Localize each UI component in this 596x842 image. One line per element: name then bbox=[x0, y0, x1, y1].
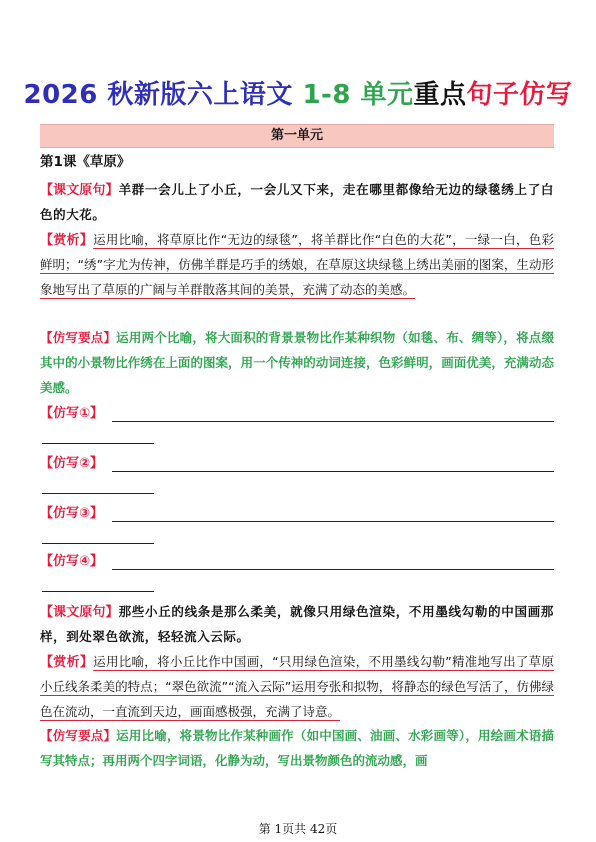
tips-2 bbox=[40, 724, 554, 772]
practice-label: 【仿写①】 bbox=[40, 406, 104, 421]
original-text: 羊群一会儿上了小丘，一会儿又下来，走在哪里都像给无边的绿毯绣上了白色的大花。 bbox=[40, 182, 554, 222]
answer-line[interactable] bbox=[42, 493, 154, 494]
analysis-2 bbox=[40, 650, 554, 725]
analysis-text: 运用比喻，将小丘比作中国画，“只用绿色渲染，不用墨线勾勒”精准地写出了草原小丘线条柔美的特点；“翠色欲流”“流入云际”运用夸张和拟物，将静态的绿色写活了，仿佛绿色在流动，一直流到天边，画面感极强，充满了诗意。 bbox=[40, 654, 554, 719]
practice-3[interactable] bbox=[40, 504, 554, 544]
analysis-1 bbox=[40, 228, 554, 303]
original-sentence-2 bbox=[40, 600, 554, 650]
tips-label: 【仿写要点】 bbox=[40, 728, 117, 743]
title-part-grade: 2026 秋新版六上语文 bbox=[23, 80, 303, 110]
practice-label: 【仿写③】 bbox=[40, 506, 104, 521]
answer-line[interactable] bbox=[112, 421, 554, 422]
original-label: 【课文原句】 bbox=[40, 605, 119, 620]
page-footer: 第 1页共 42页 bbox=[258, 822, 338, 836]
answer-line[interactable] bbox=[112, 521, 554, 522]
lesson-title: 第1课《草原》 bbox=[40, 154, 131, 170]
original-sentence-1 bbox=[40, 178, 554, 228]
tips-text: 运用比喻，将景物比作某种画作（如中国画、油画、水彩画等），用绘画术语描写其特点；再用两个四字词语，化静为动，写出景物颜色的流动感，画 bbox=[40, 728, 554, 768]
title-part-key: 重点 bbox=[413, 80, 467, 110]
analysis-text: 运用比喻，将草原比作“无边的绿毯”，将羊群比作“白色的大花”，一绿一白，色彩鲜明；“绣”字尤为传神，仿佛羊群是巧手的绣娘，在草原这块绿毯上绣出美丽的图案，生动形象地写出了草原的广阔与羊群散落其间的美景，充满了动态的美感。 bbox=[40, 232, 554, 297]
tips-label: 【仿写要点】 bbox=[40, 330, 117, 345]
document-title bbox=[0, 74, 596, 111]
analysis-label: 【赏析】 bbox=[40, 233, 94, 248]
unit-header: 第一单元 bbox=[40, 124, 554, 148]
analysis-label: 【赏析】 bbox=[40, 655, 94, 670]
original-text: 那些小丘的线条是那么柔美，就像只用绿色渲染，不用墨线勾勒的中国画那样，到处翠色欲流，轻轻流入云际。 bbox=[40, 604, 554, 644]
answer-line[interactable] bbox=[42, 443, 154, 444]
answer-line[interactable] bbox=[112, 471, 554, 472]
practice-label: 【仿写④】 bbox=[40, 554, 104, 569]
original-label: 【课文原句】 bbox=[40, 183, 119, 198]
answer-line[interactable] bbox=[42, 591, 154, 592]
tips-1 bbox=[40, 326, 554, 401]
title-part-topic: 句子仿写 bbox=[466, 80, 573, 110]
title-part-units: 1-8 单元 bbox=[302, 80, 414, 110]
practice-2[interactable] bbox=[40, 454, 554, 494]
answer-line[interactable] bbox=[112, 569, 554, 570]
practice-4[interactable] bbox=[40, 552, 554, 592]
tips-text: 运用两个比喻，将大面积的背景景物比作某种织物（如毯、布、绸等），将点缀其中的小景物比作绣在上面的图案，用一个传神的动词连接，色彩鲜明，画面优美，充满动态美感。 bbox=[40, 330, 554, 395]
practice-1[interactable] bbox=[40, 404, 554, 444]
practice-label: 【仿写②】 bbox=[40, 456, 104, 471]
answer-line[interactable] bbox=[42, 543, 154, 544]
